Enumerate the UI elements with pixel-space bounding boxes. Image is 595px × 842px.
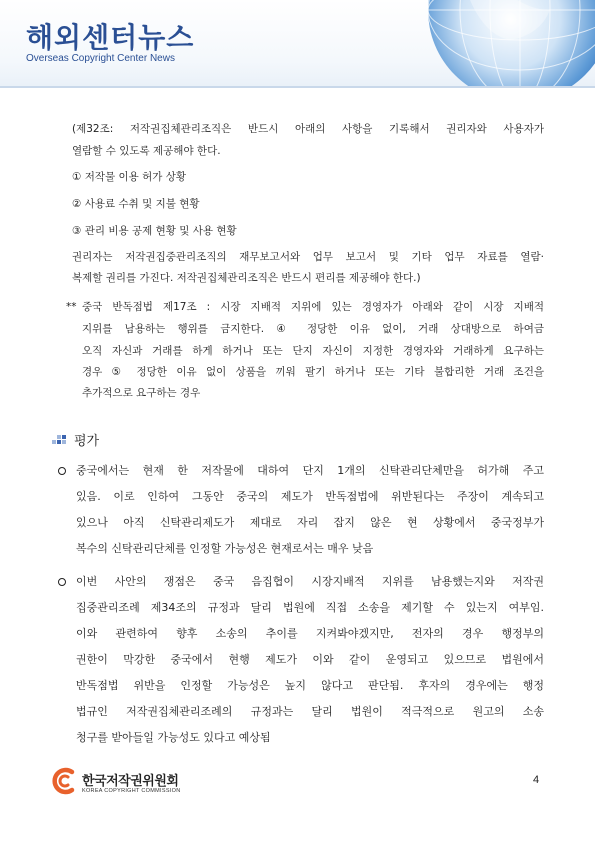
note-marker: ** xyxy=(66,301,77,313)
article32-closing-1: 권리자는 저작권집중관리조직의 재무보고서와 업무 보고서 및 기타 업무 자료를 열람· xyxy=(72,251,544,263)
note-line-3: 오직 자신과 거래를 하게 하거나 또는 단지 자신이 지정한 경영자와 거래하게 요구하는 xyxy=(82,345,544,357)
evaluation-paragraph-1 xyxy=(76,458,544,562)
paragraph-line: 이번 사안의 쟁점은 중국 음집협이 시장지배적 지위를 남용했는지와 저작권 xyxy=(76,575,544,588)
page-number: 4 xyxy=(533,774,540,786)
paragraph-line: 있음. 이로 인하여 그동안 중국의 제도가 반독점법에 위반된다는 주장이 계속되고 xyxy=(76,490,544,503)
commission-logo-icon xyxy=(50,766,78,796)
article32-item-2: ② 사용료 수취 및 지불 현황 xyxy=(72,198,200,210)
note-line-4: 경우 ⑤ 정당한 이유 없이 상품을 끼워 팔기 하거나 또는 기타 불합리한 거래 조건을 xyxy=(82,366,544,378)
footer-org-name-en: KOREA COPYRIGHT COMMISSION xyxy=(82,788,181,794)
article32-line2: 열람할 수 있도록 제공해야 한다. xyxy=(72,145,221,157)
section-marker-icon xyxy=(52,432,68,446)
bullet-icon xyxy=(58,467,66,475)
article32-item-3: ③ 관리 비용 공제 현황 및 사용 현황 xyxy=(72,225,237,237)
paragraph-line: 있으나 아직 신탁관리제도가 제대로 자리 잡지 않은 현 상황에서 중국정부가 xyxy=(76,516,544,529)
paragraph-line: 중국에서는 현재 한 저작물에 대하여 단지 1개의 신탁관리단체만을 허가해 주고 xyxy=(76,464,544,477)
note-line-1: 중국 반독점법 제17조 : 시장 지배적 지위에 있는 경영자가 아래와 같이 시장 지배적 xyxy=(82,301,544,313)
globe-graphic xyxy=(410,0,595,88)
note-line-2: 지위를 남용하는 행위를 금지한다. ④ 정당한 이유 없이, 거래 상대방으로 하여금 xyxy=(82,323,544,335)
footer-org-name: 한국저작권위원회 xyxy=(82,774,179,789)
header-divider xyxy=(0,86,595,88)
article32-line1: (제32조: 저작권집체관리조직은 반드시 아래의 사항을 기록해서 권리자와 사용자가 xyxy=(72,123,544,135)
paragraph-line: 권한이 막강한 중국에서 현행 제도가 이와 같이 운영되고 있으므로 법원에서 xyxy=(76,653,544,666)
evaluation-paragraph-2 xyxy=(76,569,544,751)
section-heading-evaluation xyxy=(52,428,99,450)
paragraph-line: 법규인 저작권집체관리조례의 규정과는 달리 법원이 적극적으로 원고의 소송 xyxy=(76,705,544,718)
header-subtitle: Overseas Copyright Center News xyxy=(26,53,175,64)
section-title: 평가 xyxy=(74,433,100,449)
paragraph-line: 청구를 받아들일 가능성도 있다고 예상됨 xyxy=(76,731,271,744)
paragraph-line: 복수의 신탁관리단체를 인정할 가능성은 현재로서는 매우 낮음 xyxy=(76,542,374,555)
paragraph-line: 이와 관련하여 향후 소송의 추이를 지켜봐야겠지만, 전자의 경우 행정부의 xyxy=(76,627,544,640)
note-line-5: 추가적으로 요구하는 경우 xyxy=(82,387,201,399)
paragraph-line: 반독점법 위반을 인정할 가능성은 높지 않다고 판단됨. 후자의 경우에는 행정 xyxy=(76,679,544,692)
article32-closing-2: 복제할 권리를 가진다. 저작권집체관리조직은 반드시 편리를 제공해야 한다.) xyxy=(72,272,421,284)
header-title: 해외센터뉴스 xyxy=(26,21,195,54)
paragraph-line: 집중관리조례 제34조의 규정과 달리 법원에 직접 소송을 제기할 수 있는지 여부임. xyxy=(76,601,544,614)
article32-item-1: ① 저작물 이용 허가 상황 xyxy=(72,171,187,183)
bullet-icon xyxy=(58,578,66,586)
page-header xyxy=(0,0,595,88)
